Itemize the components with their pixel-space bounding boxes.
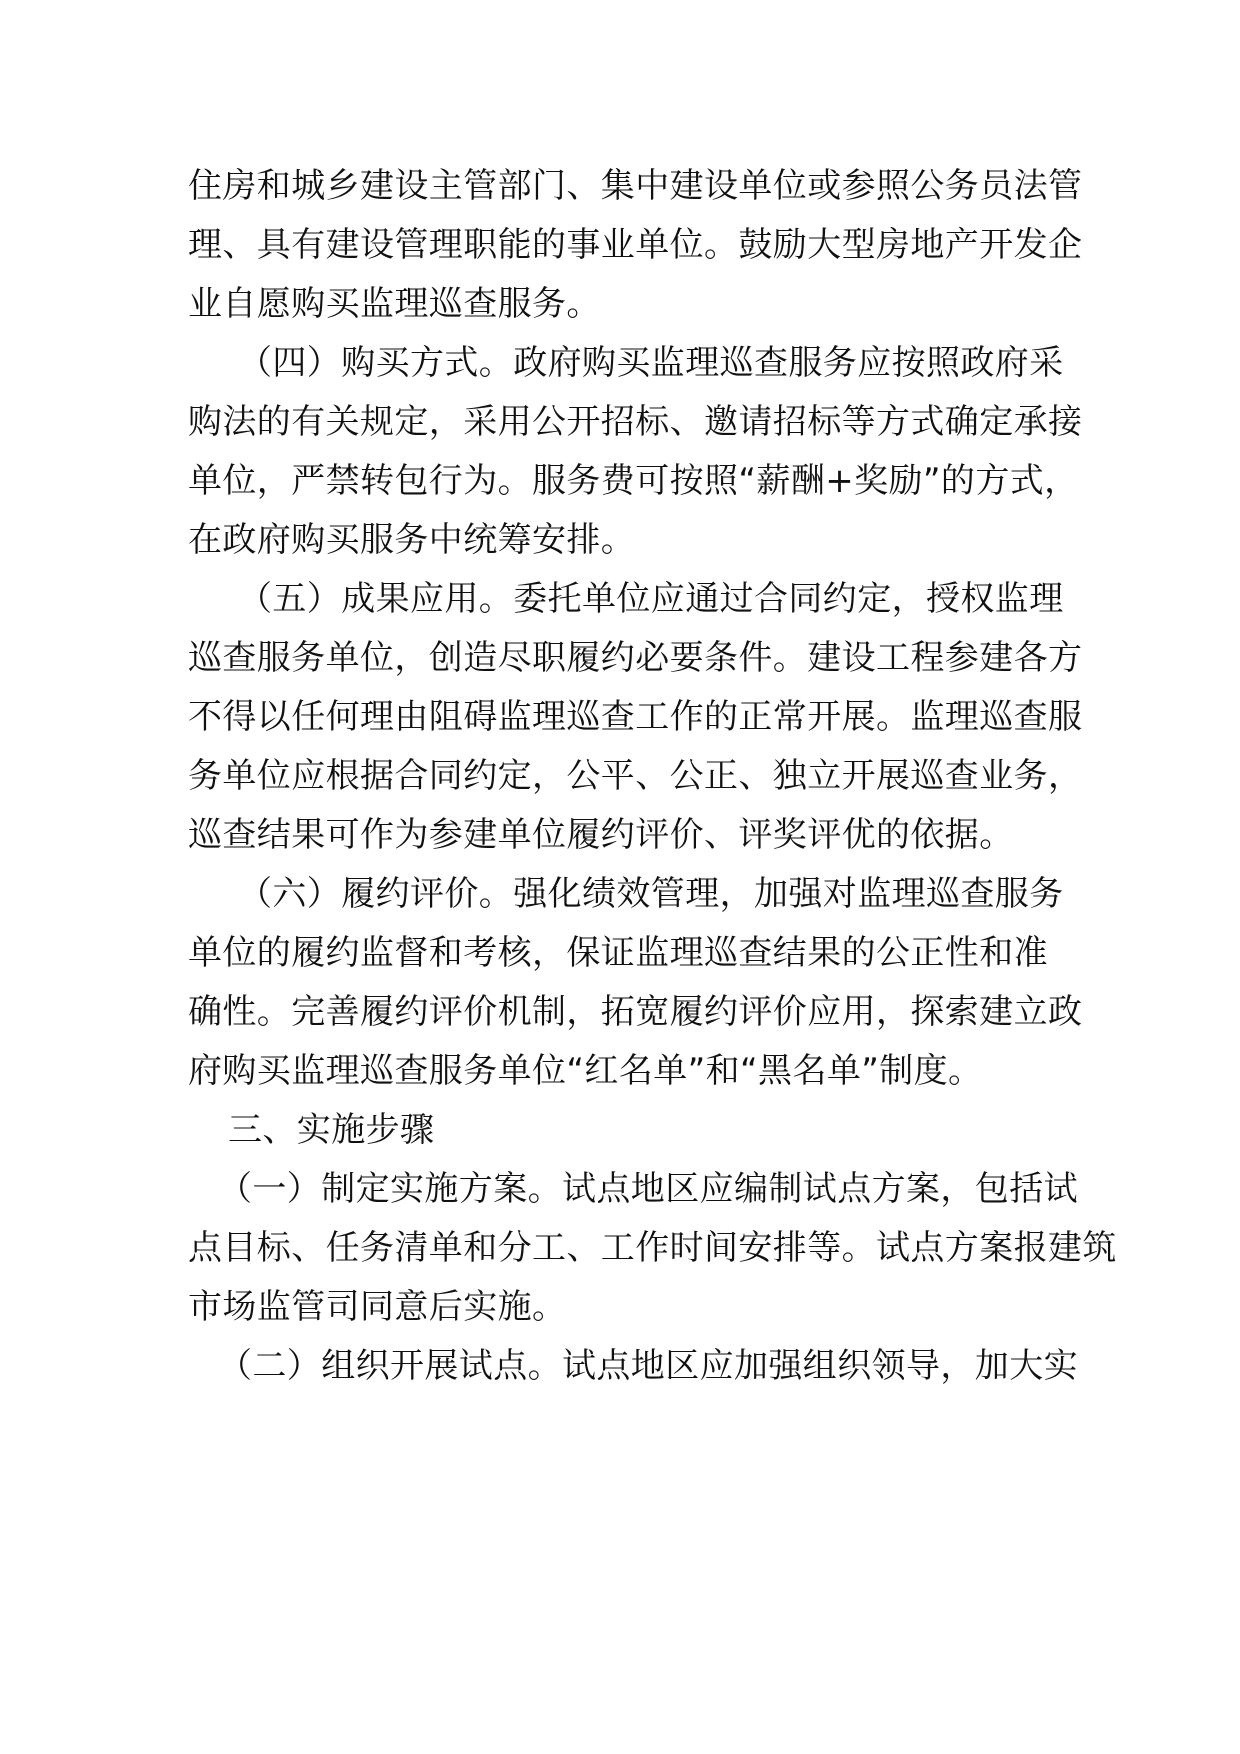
paragraph-heading-line: （二）组织开展试点。试点地区应加强组织领导，加大实: [218, 1346, 1078, 1386]
text-line: 不得以任何理由阻碍监理巡查工作的正常开展。监理巡查服: [188, 697, 1083, 737]
text-line: 单位，严禁转包行为。服务费可按照“薪酬+奖励”的方式，: [188, 461, 1079, 501]
text-line: 务单位应根据合同约定，公平、公正、独立开展巡查业务，: [188, 756, 1083, 796]
paragraph-heading-line: （一）制定实施方案。试点地区应编制试点方案，包括试: [218, 1169, 1078, 1209]
section-heading: 三、实施步骤: [228, 1110, 435, 1150]
text-line: 单位的履约监督和考核，保证监理巡查结果的公正性和准: [188, 933, 1048, 973]
text-line: 市场监管司同意后实施。: [188, 1287, 567, 1327]
paragraph-heading-line: （五）成果应用。委托单位应通过合同约定，授权监理: [238, 579, 1064, 619]
text-line: 购法的有关规定，采用公开招标、邀请招标等方式确定承接: [188, 402, 1083, 442]
text-line: 在政府购买服务中统筹安排。: [188, 520, 636, 560]
text-line: 业自愿购买监理巡查服务。: [188, 284, 601, 324]
paragraph-heading-line: （六）履约评价。强化绩效管理，加强对监理巡查服务: [238, 874, 1064, 914]
text-line: 理、具有建设管理职能的事业单位。鼓励大型房地产开发企: [188, 225, 1083, 265]
text-line: 巡查服务单位，创造尽职履约必要条件。建设工程参建各方: [188, 638, 1083, 678]
text-line: 点目标、任务清单和分工、工作时间安排等。试点方案报建筑: [188, 1228, 1117, 1268]
text-line: 确性。完善履约评价机制，拓宽履约评价应用，探索建立政: [188, 992, 1083, 1032]
text-line: 府购买监理巡查服务单位“红名单”和“黑名单”制度。: [188, 1051, 983, 1091]
text-line: 住房和城乡建设主管部门、集中建设单位或参照公务员法管: [188, 166, 1083, 206]
text-line: 巡查结果可作为参建单位履约评价、评奖评优的依据。: [188, 815, 1014, 855]
paragraph-heading-line: （四）购买方式。政府购买监理巡查服务应按照政府采: [238, 343, 1064, 383]
